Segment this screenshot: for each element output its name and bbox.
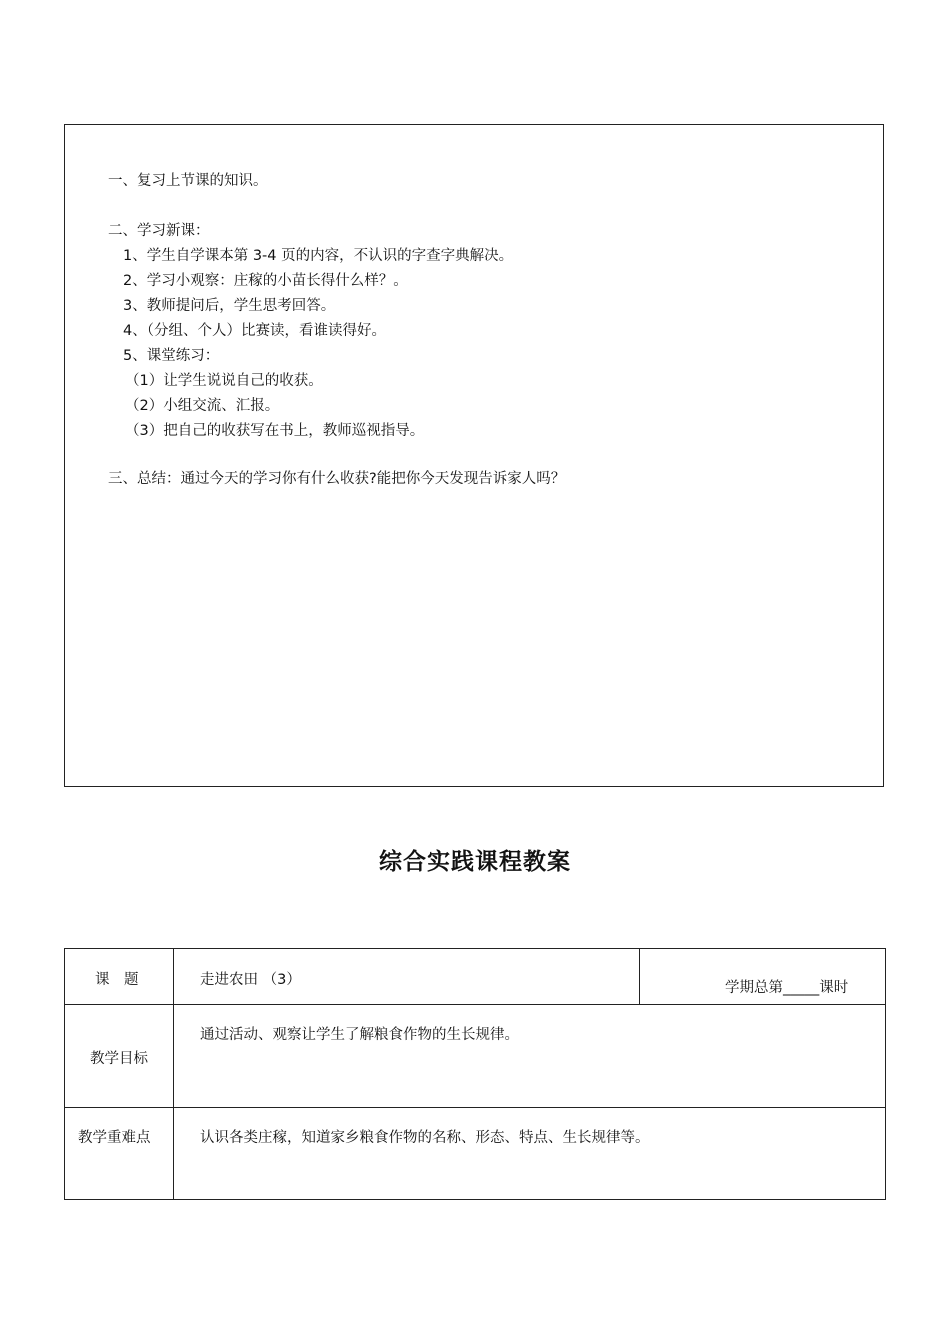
column-divider xyxy=(639,949,640,1004)
step-item: 1、学生自学课本第 3-4 页的内容，不认识的字查字典解决。 xyxy=(123,248,514,264)
key-points-value: 认识各类庄稼，知道家乡粮食作物的名称、形态、特点、生长规律等。 xyxy=(200,1130,650,1146)
column-divider xyxy=(173,949,174,1199)
lesson-plan-table xyxy=(64,948,886,1200)
topic-value: 走进农田 （3） xyxy=(200,972,301,988)
topic-label: 课 题 xyxy=(95,972,139,988)
goal-label: 教学目标 xyxy=(90,1051,148,1067)
section-review: 一、复习上节课的知识。 xyxy=(108,173,268,189)
key-points-label: 教学重难点 xyxy=(78,1130,151,1146)
step-item: 4、（分组、个人）比赛读，看谁读得好。 xyxy=(123,323,386,339)
goal-value: 通过活动、观察让学生了解粮食作物的生长规律。 xyxy=(200,1027,519,1043)
step-item: 3、教师提问后，学生思考回答。 xyxy=(123,298,336,314)
row-divider xyxy=(65,1107,885,1108)
step-item: 5、课堂练习： xyxy=(123,348,220,364)
exercise-item: （3）把自己的收获写在书上，教师巡视指导。 xyxy=(125,423,425,439)
exercise-item: （2）小组交流、汇报。 xyxy=(125,398,280,414)
step-item: 2、学习小观察：庄稼的小苗长得什么样？。 xyxy=(123,273,408,289)
page-title: 综合实践课程教案 xyxy=(379,849,571,875)
lesson-content-box xyxy=(64,124,884,787)
section-summary: 三、总结：通过今天的学习你有什么收获?能把你今天发现告诉家人吗？ xyxy=(108,471,566,487)
section-new-lesson: 二、学习新课： xyxy=(108,223,210,239)
exercise-item: （1）让学生说说自己的收获。 xyxy=(125,373,323,389)
row-divider xyxy=(65,1004,885,1005)
period-count: 学期总第_____课时 xyxy=(725,980,849,996)
